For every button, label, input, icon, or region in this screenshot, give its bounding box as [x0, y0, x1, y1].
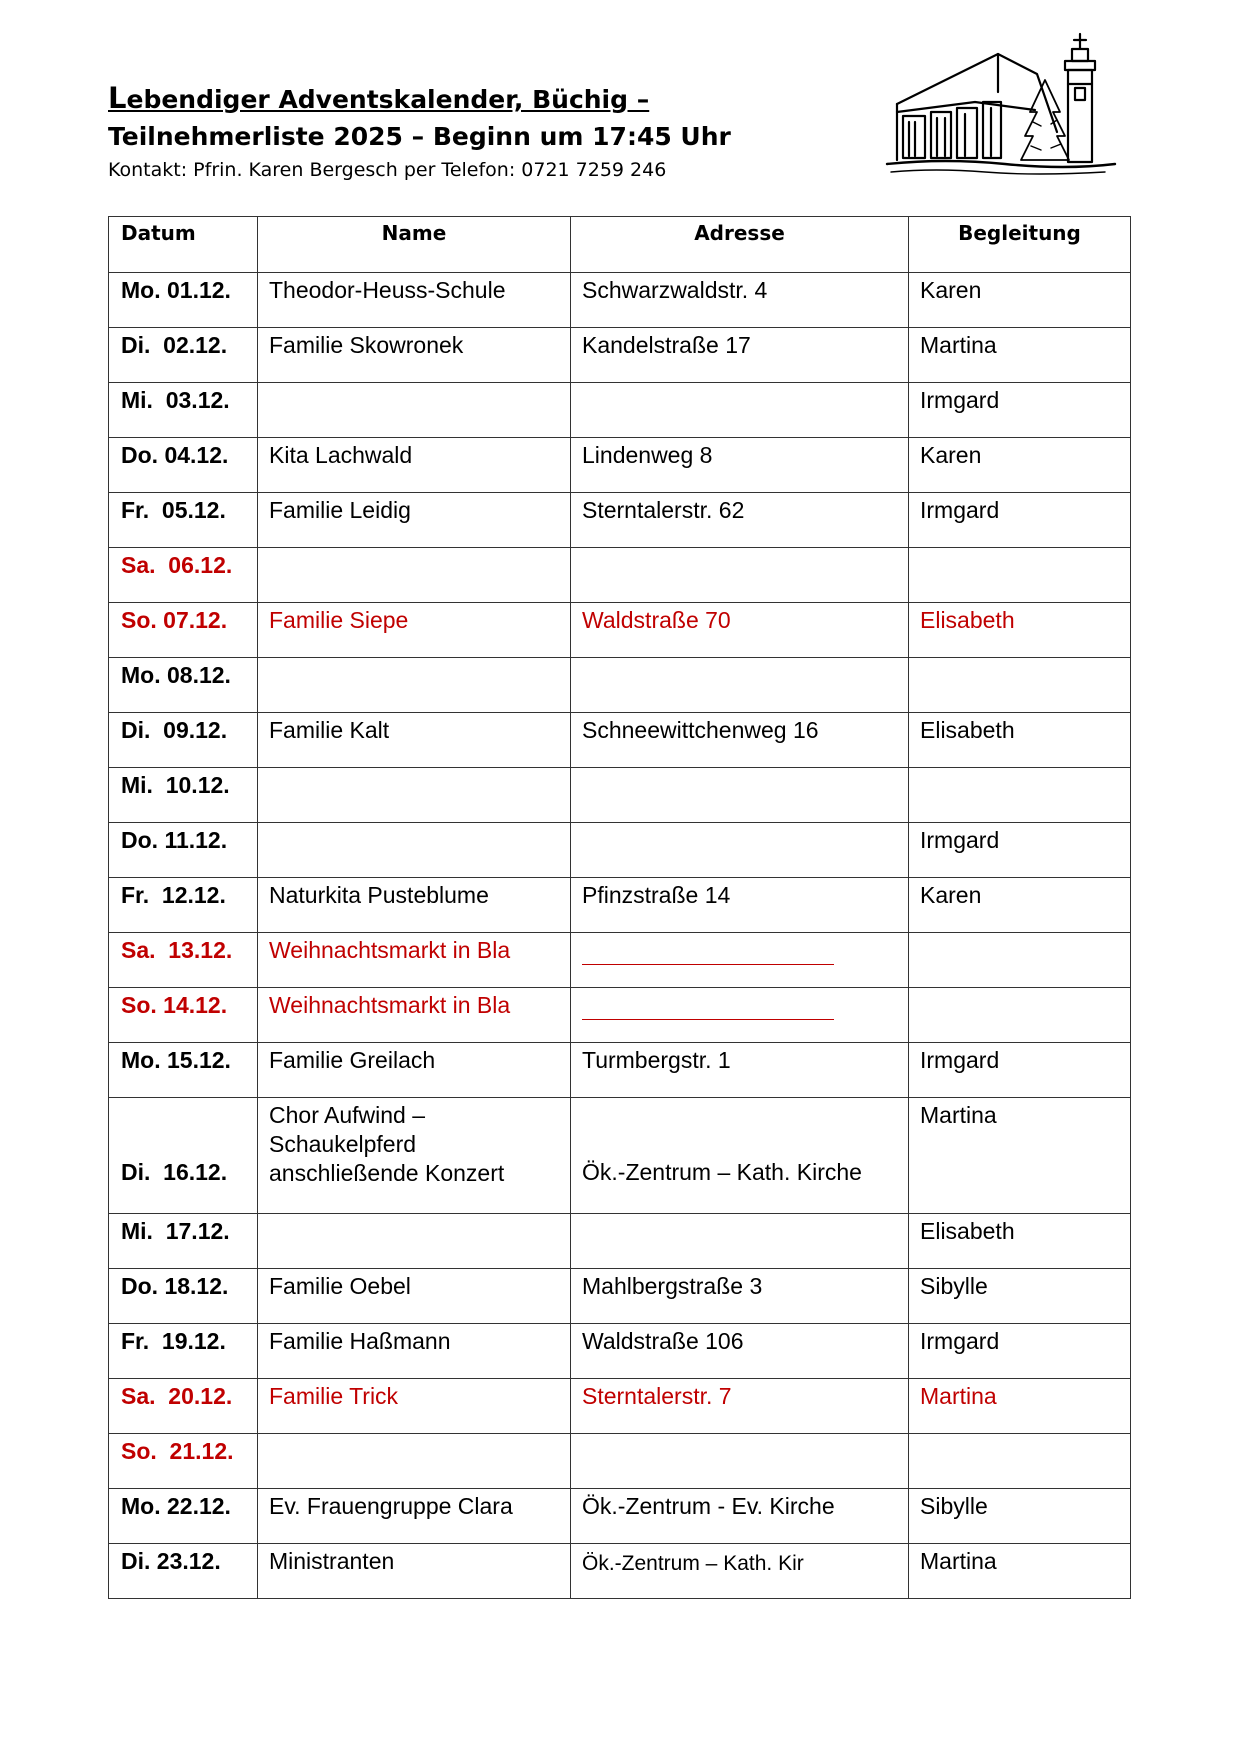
date-cell: So. 07.12.	[109, 603, 258, 658]
date-cell: Di. 09.12.	[109, 713, 258, 768]
escort-cell	[909, 658, 1131, 713]
participant-table	[108, 216, 1131, 1599]
address-cell: Kandelstraße 17	[571, 328, 909, 383]
name-cell: Kita Lachwald	[258, 438, 571, 493]
address-cell	[571, 1434, 909, 1489]
escort-cell: Elisabeth	[909, 1214, 1131, 1269]
address-cell	[571, 823, 909, 878]
name-cell: Ev. Frauengruppe Clara	[258, 1489, 571, 1544]
date-cell: Do. 18.12.	[109, 1269, 258, 1324]
date-cell: So. 21.12.	[109, 1434, 258, 1489]
address-cell: Ök.-Zentrum - Ev. Kirche	[571, 1489, 909, 1544]
name-cell: Weihnachtsmarkt in Bla	[258, 933, 571, 988]
name-cell: Theodor-Heuss-Schule	[258, 273, 571, 328]
date-cell: Mi. 03.12.	[109, 383, 258, 438]
document-header	[108, 80, 868, 184]
address-cell: Ök.-Zentrum – Kath. Kir	[571, 1544, 909, 1599]
escort-cell	[909, 933, 1131, 988]
name-cell: Familie Siepe	[258, 603, 571, 658]
address-cell: Waldstraße 70	[571, 603, 909, 658]
name-cell	[258, 823, 571, 878]
address-cell: Schwarzwaldstr. 4	[571, 273, 909, 328]
address-cell	[571, 933, 909, 988]
name-cell: Naturkita Pusteblume	[258, 878, 571, 933]
name-cell	[258, 548, 571, 603]
address-cell	[571, 988, 909, 1043]
name-cell: Familie Greilach	[258, 1043, 571, 1098]
address-cell	[571, 768, 909, 823]
table-row	[109, 713, 1131, 768]
name-cell: Familie Skowronek	[258, 328, 571, 383]
table-row	[109, 548, 1131, 603]
address-cell: Sterntalerstr. 62	[571, 493, 909, 548]
escort-cell: Sibylle	[909, 1489, 1131, 1544]
date-cell: Fr. 19.12.	[109, 1324, 258, 1379]
escort-cell: Karen	[909, 273, 1131, 328]
address-cell: Waldstraße 106	[571, 1324, 909, 1379]
escort-cell: Irmgard	[909, 1043, 1131, 1098]
table-row	[109, 933, 1131, 988]
address-cell	[571, 548, 909, 603]
escort-cell: Martina	[909, 1098, 1131, 1214]
name-cell	[258, 1214, 571, 1269]
escort-cell: Irmgard	[909, 823, 1131, 878]
table-row	[109, 1544, 1131, 1599]
address-blank-line	[582, 936, 834, 965]
date-cell: Fr. 05.12.	[109, 493, 258, 548]
name-cell: Chor Aufwind – Schaukelpferd anschließende Konzert	[258, 1098, 571, 1214]
escort-cell: Elisabeth	[909, 713, 1131, 768]
date-cell: Fr. 12.12.	[109, 878, 258, 933]
church-drawing-icon	[885, 32, 1117, 182]
table-header-row	[109, 217, 1131, 273]
date-cell: Mo. 01.12.	[109, 273, 258, 328]
escort-cell: Irmgard	[909, 493, 1131, 548]
document-subtitle: Teilnehmerliste 2025 – Beginn um 17:45 Uhr	[108, 122, 731, 151]
escort-cell	[909, 548, 1131, 603]
address-cell: Pfinzstraße 14	[571, 878, 909, 933]
name-cell: Familie Trick	[258, 1379, 571, 1434]
header-begleitung: Begleitung	[909, 217, 1131, 273]
table-row	[109, 1379, 1131, 1434]
contact-line: Kontakt: Pfrin. Karen Bergesch per Telefon: 0721 7259 246	[108, 159, 667, 181]
date-cell: Sa. 20.12.	[109, 1379, 258, 1434]
table-row	[109, 603, 1131, 658]
date-cell: Sa. 13.12.	[109, 933, 258, 988]
address-cell	[571, 658, 909, 713]
address-cell: Lindenweg 8	[571, 438, 909, 493]
table-row	[109, 328, 1131, 383]
address-cell: Mahlbergstraße 3	[571, 1269, 909, 1324]
date-cell: Do. 11.12.	[109, 823, 258, 878]
date-cell: Mo. 22.12.	[109, 1489, 258, 1544]
table-row	[109, 493, 1131, 548]
escort-cell: Martina	[909, 1544, 1131, 1599]
header-datum: Datum	[109, 217, 258, 273]
address-blank-line	[582, 991, 834, 1020]
table-row	[109, 1098, 1131, 1214]
address-cell	[571, 1214, 909, 1269]
escort-cell: Karen	[909, 438, 1131, 493]
escort-cell: Karen	[909, 878, 1131, 933]
escort-cell: Irmgard	[909, 1324, 1131, 1379]
name-cell: Familie Oebel	[258, 1269, 571, 1324]
name-cell: Familie Leidig	[258, 493, 571, 548]
address-cell: Schneewittchenweg 16	[571, 713, 909, 768]
date-cell: Mo. 15.12.	[109, 1043, 258, 1098]
address-cell: Sterntalerstr. 7	[571, 1379, 909, 1434]
table-row	[109, 1489, 1131, 1544]
header-name: Name	[258, 217, 571, 273]
escort-cell: Sibylle	[909, 1269, 1131, 1324]
table-row	[109, 1043, 1131, 1098]
name-cell	[258, 658, 571, 713]
address-cell: Ök.-Zentrum – Kath. Kirche	[571, 1098, 909, 1214]
table-row	[109, 273, 1131, 328]
header-adresse: Adresse	[571, 217, 909, 273]
name-cell: Weihnachtsmarkt in Bla	[258, 988, 571, 1043]
document-title	[108, 80, 868, 118]
date-cell: Di. 16.12.	[109, 1098, 258, 1214]
address-cell: Turmbergstr. 1	[571, 1043, 909, 1098]
date-cell: So. 14.12.	[109, 988, 258, 1043]
title-first-letter: L	[108, 81, 127, 115]
table-row	[109, 658, 1131, 713]
name-cell	[258, 383, 571, 438]
title-rest: ebendiger Adventskalender, Büchig –	[126, 85, 650, 114]
escort-cell	[909, 1434, 1131, 1489]
table-row	[109, 1434, 1131, 1489]
escort-cell	[909, 768, 1131, 823]
date-cell: Mo. 08.12.	[109, 658, 258, 713]
date-cell: Di. 02.12.	[109, 328, 258, 383]
escort-cell: Irmgard	[909, 383, 1131, 438]
address-cell	[571, 383, 909, 438]
date-cell: Mi. 17.12.	[109, 1214, 258, 1269]
name-cell: Familie Haßmann	[258, 1324, 571, 1379]
date-cell: Mi. 10.12.	[109, 768, 258, 823]
table-row	[109, 988, 1131, 1043]
date-cell: Do. 04.12.	[109, 438, 258, 493]
escort-cell: Martina	[909, 328, 1131, 383]
date-cell: Di. 23.12.	[109, 1544, 258, 1599]
table-row	[109, 1269, 1131, 1324]
escort-cell: Martina	[909, 1379, 1131, 1434]
name-cell	[258, 1434, 571, 1489]
name-cell: Familie Kalt	[258, 713, 571, 768]
table-row	[109, 1214, 1131, 1269]
table-row	[109, 1324, 1131, 1379]
table-row	[109, 878, 1131, 933]
name-cell: Ministranten	[258, 1544, 571, 1599]
escort-cell	[909, 988, 1131, 1043]
table-row	[109, 383, 1131, 438]
table-row	[109, 823, 1131, 878]
name-cell	[258, 768, 571, 823]
date-cell: Sa. 06.12.	[109, 548, 258, 603]
table-row	[109, 438, 1131, 493]
escort-cell: Elisabeth	[909, 603, 1131, 658]
table-row	[109, 768, 1131, 823]
